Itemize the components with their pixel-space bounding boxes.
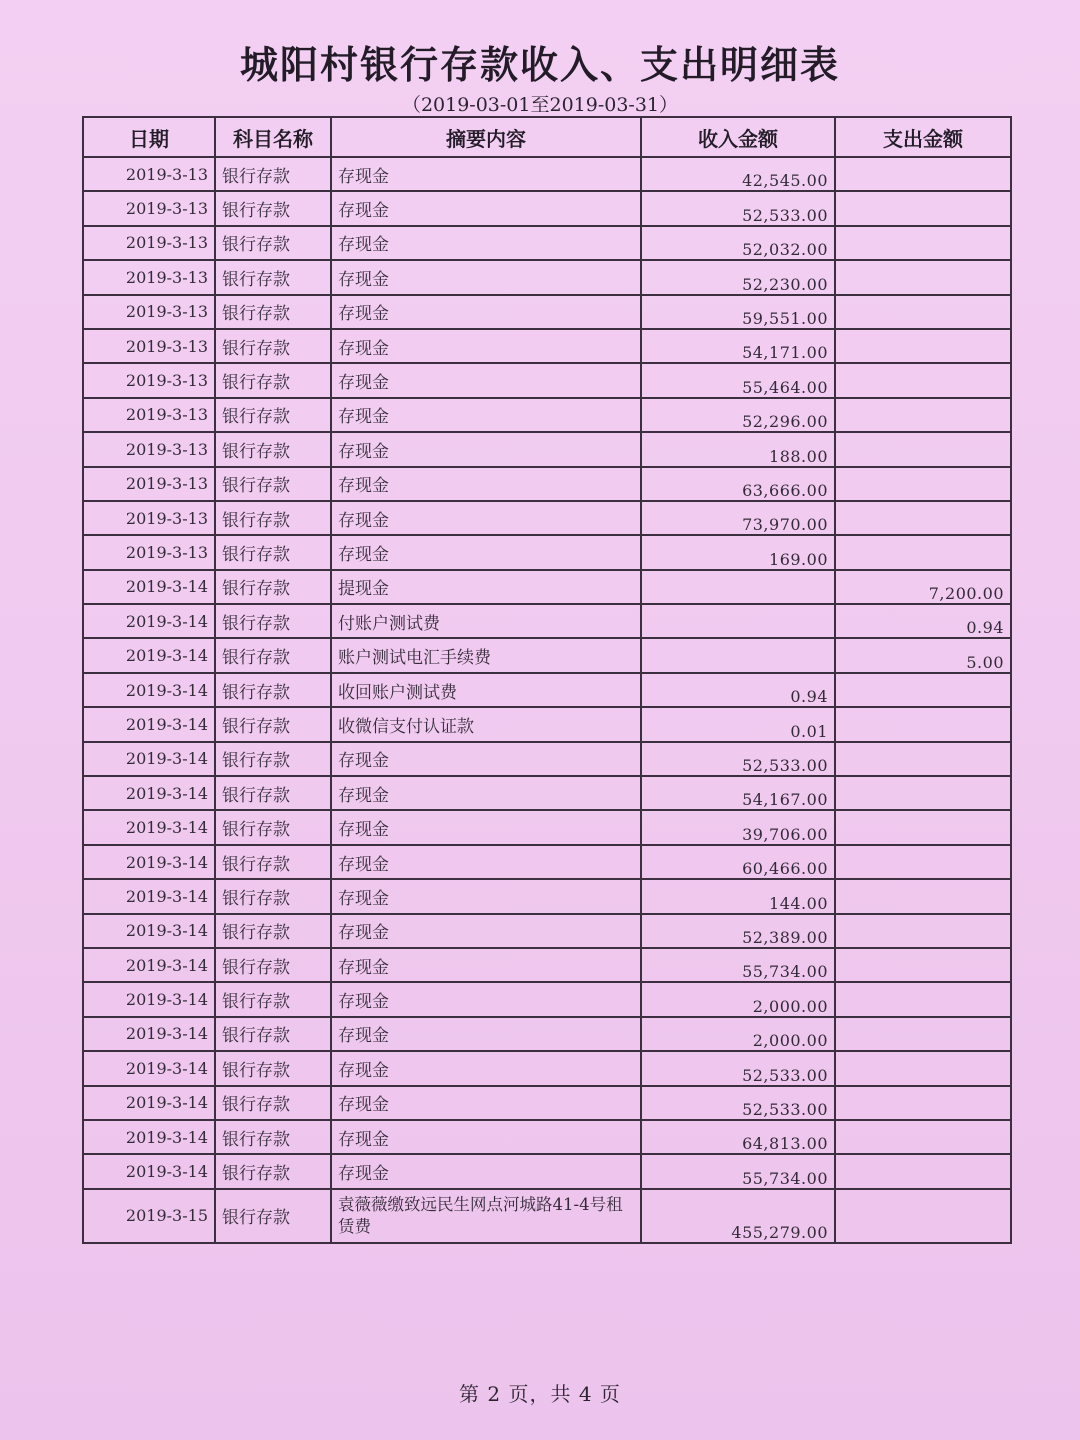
cell-description: 收微信支付认证款: [331, 707, 641, 741]
cell-expense: [835, 742, 1011, 776]
table-row: [83, 948, 1011, 982]
cell-income: 55,734.00: [641, 1154, 835, 1188]
cell-expense: [835, 673, 1011, 707]
table-row: [83, 535, 1011, 569]
cell-description: 存现金: [331, 1051, 641, 1085]
cell-subject: 银行存款: [215, 295, 331, 329]
cell-subject: 银行存款: [215, 1154, 331, 1188]
cell-date: 2019-3-13: [83, 260, 215, 294]
cell-date: 2019-3-14: [83, 742, 215, 776]
table-row: [83, 191, 1011, 225]
header-subject: 科目名称: [215, 117, 331, 157]
cell-subject: 银行存款: [215, 157, 331, 191]
cell-expense: [835, 398, 1011, 432]
cell-expense: [835, 776, 1011, 810]
cell-subject: 银行存款: [215, 260, 331, 294]
cell-expense: [835, 501, 1011, 535]
table-row: [83, 501, 1011, 535]
cell-date: 2019-3-13: [83, 363, 215, 397]
table-row: [83, 707, 1011, 741]
cell-subject: 银行存款: [215, 1120, 331, 1154]
cell-income: 2,000.00: [641, 1017, 835, 1051]
cell-date: 2019-3-14: [83, 982, 215, 1016]
cell-income: 2,000.00: [641, 982, 835, 1016]
cell-expense: [835, 982, 1011, 1016]
cell-description: 存现金: [331, 914, 641, 948]
cell-date: 2019-3-13: [83, 295, 215, 329]
cell-income: 63,666.00: [641, 467, 835, 501]
cell-expense: [835, 1086, 1011, 1120]
cell-date: 2019-3-14: [83, 1051, 215, 1085]
cell-description: 存现金: [331, 845, 641, 879]
cell-subject: 银行存款: [215, 535, 331, 569]
cell-date: 2019-3-13: [83, 329, 215, 363]
cell-expense: [835, 1017, 1011, 1051]
cell-subject: 银行存款: [215, 982, 331, 1016]
cell-date: 2019-3-14: [83, 914, 215, 948]
cell-description: 存现金: [331, 879, 641, 913]
cell-income: [641, 570, 835, 604]
cell-subject: 银行存款: [215, 1017, 331, 1051]
cell-description: 存现金: [331, 948, 641, 982]
cell-description: 存现金: [331, 1086, 641, 1120]
table-row: [83, 638, 1011, 672]
cell-date: 2019-3-14: [83, 879, 215, 913]
table-row: [83, 1120, 1011, 1154]
table-row: [83, 604, 1011, 638]
cell-description: 存现金: [331, 776, 641, 810]
table-row: [83, 1189, 1011, 1243]
cell-expense: [835, 363, 1011, 397]
cell-date: 2019-3-14: [83, 1086, 215, 1120]
cell-subject: 银行存款: [215, 501, 331, 535]
cell-income: 52,296.00: [641, 398, 835, 432]
table-row: [83, 363, 1011, 397]
cell-income: 144.00: [641, 879, 835, 913]
cell-income: 52,230.00: [641, 260, 835, 294]
cell-income: 52,533.00: [641, 742, 835, 776]
cell-date: 2019-3-14: [83, 673, 215, 707]
cell-expense: [835, 914, 1011, 948]
cell-subject: 银行存款: [215, 845, 331, 879]
period-subtitle: （2019-03-01至2019-03-31）: [401, 94, 679, 116]
cell-date: 2019-3-13: [83, 191, 215, 225]
cell-subject: 银行存款: [215, 363, 331, 397]
cell-date: 2019-3-13: [83, 157, 215, 191]
cell-subject: 银行存款: [215, 638, 331, 672]
cell-income: 52,533.00: [641, 1051, 835, 1085]
cell-date: 2019-3-13: [83, 535, 215, 569]
cell-income: [641, 638, 835, 672]
table-row: [83, 260, 1011, 294]
cell-expense: 0.94: [835, 604, 1011, 638]
cell-description: 袁薇薇缴致远民生网点河城路41-4号租赁费: [331, 1189, 641, 1243]
cell-date: 2019-3-14: [83, 1120, 215, 1154]
cell-income: 59,551.00: [641, 295, 835, 329]
cell-income: 54,171.00: [641, 329, 835, 363]
cell-description: 存现金: [331, 329, 641, 363]
cell-income: 64,813.00: [641, 1120, 835, 1154]
cell-description: 存现金: [331, 226, 641, 260]
cell-date: 2019-3-13: [83, 501, 215, 535]
table-row: [83, 845, 1011, 879]
cell-description: 存现金: [331, 432, 641, 466]
cell-description: 存现金: [331, 1017, 641, 1051]
cell-expense: [835, 467, 1011, 501]
cell-subject: 银行存款: [215, 329, 331, 363]
header-date: 日期: [83, 117, 215, 157]
cell-expense: [835, 1189, 1011, 1243]
cell-subject: 银行存款: [215, 776, 331, 810]
cell-income: 60,466.00: [641, 845, 835, 879]
cell-description: 存现金: [331, 363, 641, 397]
cell-date: 2019-3-13: [83, 398, 215, 432]
table-row: [83, 914, 1011, 948]
cell-subject: 银行存款: [215, 879, 331, 913]
table-row: [83, 157, 1011, 191]
cell-expense: [835, 810, 1011, 844]
cell-expense: [835, 707, 1011, 741]
cell-expense: [835, 295, 1011, 329]
table-row: [83, 295, 1011, 329]
cell-income: 169.00: [641, 535, 835, 569]
table-row: [83, 398, 1011, 432]
cell-expense: 7,200.00: [835, 570, 1011, 604]
table-row: [83, 329, 1011, 363]
cell-subject: 银行存款: [215, 604, 331, 638]
cell-description: 存现金: [331, 467, 641, 501]
cell-subject: 银行存款: [215, 226, 331, 260]
cell-income: 55,734.00: [641, 948, 835, 982]
cell-income: 188.00: [641, 432, 835, 466]
cell-description: 存现金: [331, 260, 641, 294]
page-number-footer: 第 2 页，共 4 页: [459, 1382, 621, 1406]
cell-income: 0.01: [641, 707, 835, 741]
ledger-body: [83, 157, 1011, 1243]
cell-date: 2019-3-14: [83, 604, 215, 638]
cell-description: 存现金: [331, 398, 641, 432]
table-header-row: [83, 117, 1011, 157]
cell-subject: 银行存款: [215, 570, 331, 604]
cell-date: 2019-3-15: [83, 1189, 215, 1243]
cell-date: 2019-3-13: [83, 226, 215, 260]
cell-date: 2019-3-14: [83, 948, 215, 982]
cell-description: 存现金: [331, 1120, 641, 1154]
cell-expense: [835, 1051, 1011, 1085]
cell-expense: [835, 329, 1011, 363]
table-row: [83, 982, 1011, 1016]
cell-description: 存现金: [331, 191, 641, 225]
table-row: [83, 776, 1011, 810]
cell-expense: [835, 948, 1011, 982]
cell-income: 0.94: [641, 673, 835, 707]
cell-date: 2019-3-14: [83, 570, 215, 604]
cell-description: 提现金: [331, 570, 641, 604]
table-row: [83, 570, 1011, 604]
table-row: [83, 432, 1011, 466]
cell-income: 54,167.00: [641, 776, 835, 810]
cell-income: 42,545.00: [641, 157, 835, 191]
cell-expense: [835, 260, 1011, 294]
page-title: 城阳村银行存款收入、支出明细表: [239, 43, 840, 87]
cell-income: [641, 604, 835, 638]
cell-subject: 银行存款: [215, 1051, 331, 1085]
table-row: [83, 467, 1011, 501]
table-row: [83, 1051, 1011, 1085]
table-row: [83, 879, 1011, 913]
cell-date: 2019-3-14: [83, 845, 215, 879]
cell-expense: [835, 226, 1011, 260]
cell-subject: 银行存款: [215, 1189, 331, 1243]
cell-description: 收回账户测试费: [331, 673, 641, 707]
cell-subject: 银行存款: [215, 191, 331, 225]
cell-description: 存现金: [331, 295, 641, 329]
cell-date: 2019-3-14: [83, 638, 215, 672]
cell-date: 2019-3-14: [83, 776, 215, 810]
ledger-table: [82, 116, 1012, 1244]
cell-date: 2019-3-13: [83, 432, 215, 466]
cell-subject: 银行存款: [215, 467, 331, 501]
cell-subject: 银行存款: [215, 948, 331, 982]
cell-income: 73,970.00: [641, 501, 835, 535]
table-row: [83, 673, 1011, 707]
cell-date: 2019-3-13: [83, 467, 215, 501]
header-income: 收入金额: [641, 117, 835, 157]
table-row: [83, 1154, 1011, 1188]
table-row: [83, 1017, 1011, 1051]
cell-date: 2019-3-14: [83, 810, 215, 844]
table-row: [83, 810, 1011, 844]
cell-subject: 银行存款: [215, 1086, 331, 1120]
cell-description: 账户测试电汇手续费: [331, 638, 641, 672]
cell-subject: 银行存款: [215, 398, 331, 432]
cell-income: 52,533.00: [641, 191, 835, 225]
cell-description: 存现金: [331, 157, 641, 191]
cell-expense: [835, 845, 1011, 879]
cell-description: 存现金: [331, 742, 641, 776]
table-row: [83, 742, 1011, 776]
header-description: 摘要内容: [331, 117, 641, 157]
cell-expense: [835, 535, 1011, 569]
cell-expense: [835, 1120, 1011, 1154]
cell-description: 存现金: [331, 810, 641, 844]
cell-subject: 银行存款: [215, 742, 331, 776]
cell-description: 存现金: [331, 982, 641, 1016]
cell-income: 52,533.00: [641, 1086, 835, 1120]
cell-subject: 银行存款: [215, 707, 331, 741]
header-expense: 支出金额: [835, 117, 1011, 157]
cell-date: 2019-3-14: [83, 1017, 215, 1051]
cell-expense: [835, 157, 1011, 191]
cell-expense: [835, 879, 1011, 913]
cell-income: 39,706.00: [641, 810, 835, 844]
cell-expense: 5.00: [835, 638, 1011, 672]
cell-subject: 银行存款: [215, 673, 331, 707]
cell-expense: [835, 432, 1011, 466]
cell-subject: 银行存款: [215, 432, 331, 466]
cell-description: 存现金: [331, 1154, 641, 1188]
cell-income: 455,279.00: [641, 1189, 835, 1243]
table-row: [83, 1086, 1011, 1120]
cell-expense: [835, 191, 1011, 225]
cell-description: 存现金: [331, 535, 641, 569]
cell-income: 55,464.00: [641, 363, 835, 397]
cell-income: 52,389.00: [641, 914, 835, 948]
cell-expense: [835, 1154, 1011, 1188]
cell-date: 2019-3-14: [83, 1154, 215, 1188]
cell-subject: 银行存款: [215, 810, 331, 844]
cell-date: 2019-3-14: [83, 707, 215, 741]
cell-description: 付账户测试费: [331, 604, 641, 638]
cell-subject: 银行存款: [215, 914, 331, 948]
cell-income: 52,032.00: [641, 226, 835, 260]
cell-description: 存现金: [331, 501, 641, 535]
table-row: [83, 226, 1011, 260]
